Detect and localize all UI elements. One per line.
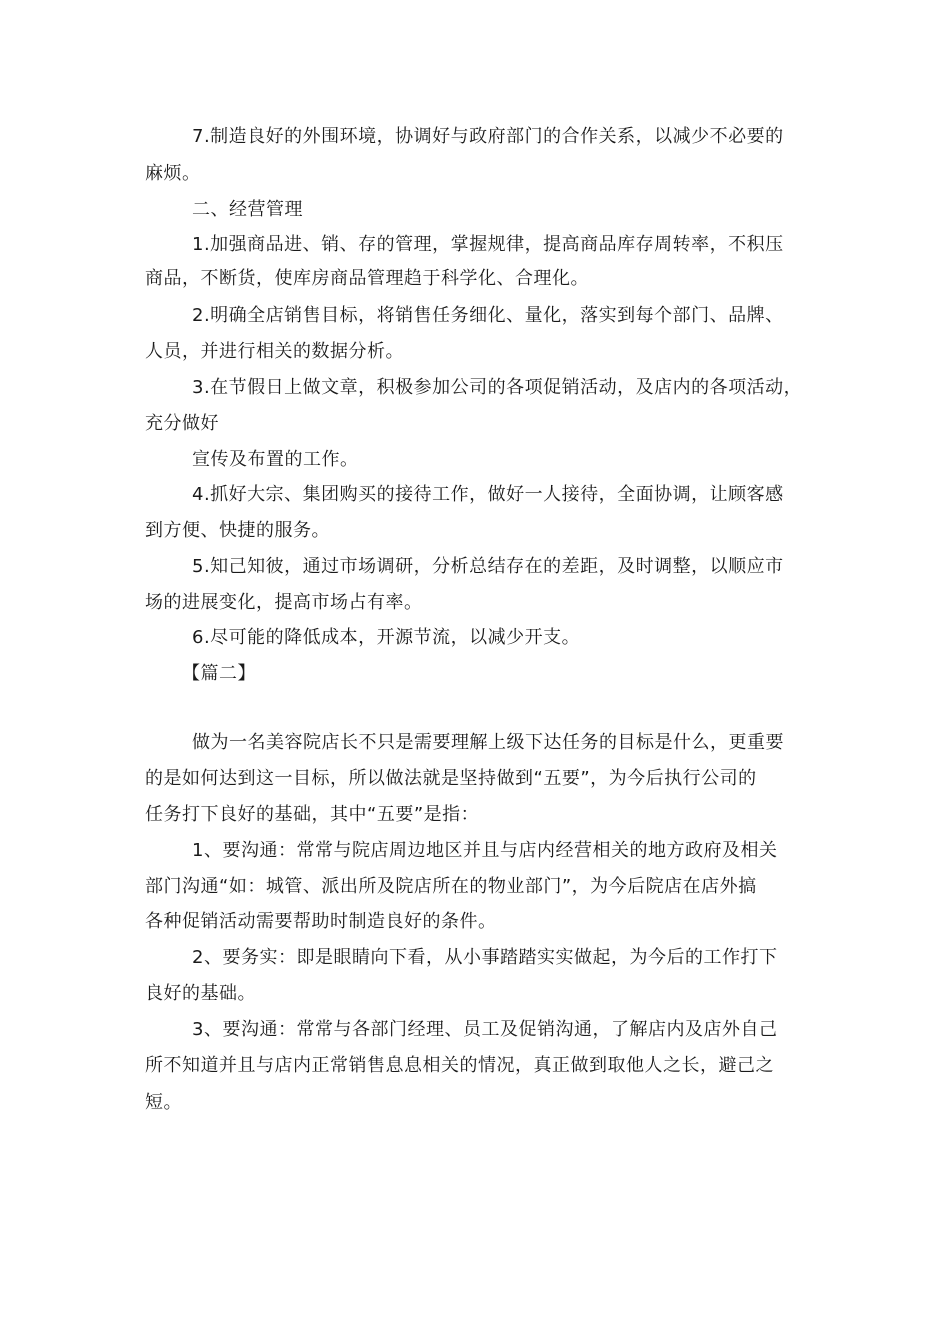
paragraph-line: 3、要沟通：常常与各部门经理、员工及促销沟通，了解店内及店外自己 bbox=[192, 1019, 778, 1040]
paragraph-line: 6.尽可能的降低成本，开源节流，以减少开支。 bbox=[192, 627, 581, 648]
paragraph-line: 到方便、快捷的服务。 bbox=[145, 520, 330, 541]
paragraph-line: 做为一名美容院店长不只是需要理解上级下达任务的目标是什么，更重要 bbox=[192, 732, 784, 753]
paragraph-line: 所不知道并且与店内正常销售息息相关的情况，真正做到取他人之长，避己之 bbox=[145, 1055, 774, 1076]
paragraph-line: 场的进展变化，提高市场占有率。 bbox=[145, 592, 423, 613]
paragraph-line: 人员，并进行相关的数据分析。 bbox=[145, 341, 404, 362]
paragraph-line: 1、要沟通：常常与院店周边地区并且与店内经营相关的地方政府及相关 bbox=[192, 840, 778, 861]
paragraph-line: 宣传及布置的工作。 bbox=[192, 449, 359, 470]
paragraph-line: 1.加强商品进、销、存的管理，掌握规律，提高商品库存周转率，不积压 bbox=[192, 234, 784, 255]
paragraph-line: 麻烦。 bbox=[145, 163, 201, 184]
paragraph-line: 任务打下良好的基础，其中“五要”是指： bbox=[145, 804, 480, 825]
paragraph-line: 7.制造良好的外围环境，协调好与政府部门的合作关系，以减少不必要的 bbox=[192, 126, 784, 147]
paragraph-line: 4.抓好大宗、集团购买的接待工作，做好一人接待，全面协调，让顾客感 bbox=[192, 484, 784, 505]
section-heading: 二、经营管理 bbox=[192, 199, 303, 220]
paragraph-line: 良好的基础。 bbox=[145, 983, 256, 1004]
paragraph-line: 部门沟通“如：城管、派出所及院店所在的物业部门”，为今后院店在店外搞 bbox=[145, 876, 757, 897]
paragraph-line: 2、要务实：即是眼睛向下看，从小事踏踏实实做起，为今后的工作打下 bbox=[192, 947, 778, 968]
paragraph-line: 充分做好 bbox=[145, 413, 219, 434]
paragraph-line: 的是如何达到这一目标，所以做法就是坚持做到“五要”，为今后执行公司的 bbox=[145, 768, 757, 789]
paragraph-line: 商品，不断货，使库房商品管理趋于科学化、合理化。 bbox=[145, 268, 589, 289]
paragraph-line: 5.知己知彼，通过市场调研，分析总结存在的差距，及时调整，以顺应市 bbox=[192, 556, 784, 577]
paragraph-line: 3.在节假日上做文章，积极参加公司的各项促销活动，及店内的各项活动， bbox=[192, 377, 803, 398]
paragraph-line: 短。 bbox=[145, 1092, 182, 1113]
paragraph-line: 2.明确全店销售目标，将销售任务细化、量化，落实到每个部门、品牌、 bbox=[192, 305, 784, 326]
paragraph-line: 各种促销活动需要帮助时制造良好的条件。 bbox=[145, 911, 497, 932]
part-heading: 【篇二】 bbox=[182, 663, 256, 684]
